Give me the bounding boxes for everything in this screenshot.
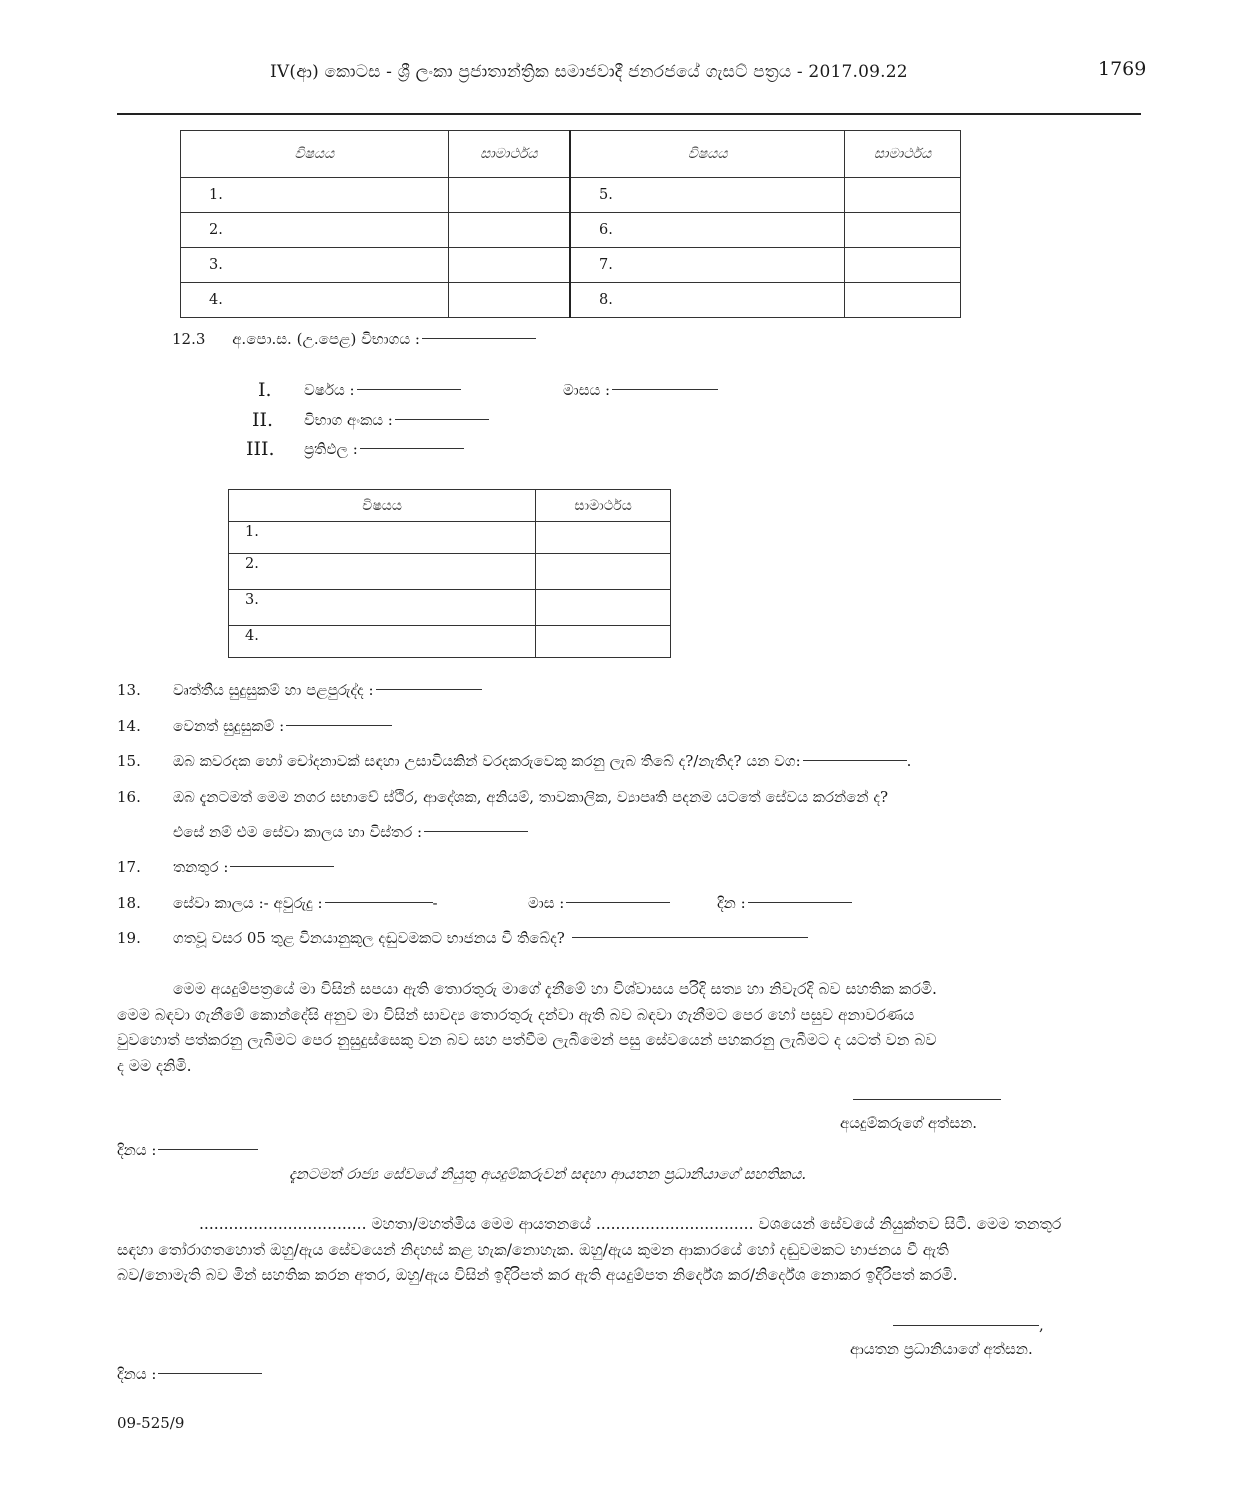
certificate-line: සඳහා තෝරාගතහොත් ඔහු/ඇය සේවයෙන් නිදහස් කළ හැක/නොහැක. ඔහු/ඇය කුමන ආකාරයේ හෝ දඬුවමකට භාජනය වී ඇති	[117, 1240, 949, 1259]
question-number: 14.	[117, 717, 141, 735]
result-input-line[interactable]	[360, 448, 464, 449]
row-number: 3.	[229, 590, 536, 626]
gazette-header-title: IV(ආ) කොටස - ශ්‍රී ලංකා ප්‍රජාතාන්ත්‍රික සමාජවාදී ජනරජයේ ගැසට් පත්‍රය - 2017.09.22	[270, 62, 908, 82]
results-table-al	[228, 489, 671, 658]
applicant-signature-label: අයදුම්කරුගේ අත්සන.	[840, 1114, 978, 1132]
year-row	[258, 379, 355, 401]
grade-cell[interactable]	[845, 213, 961, 248]
row-number: 3.	[181, 248, 449, 283]
grade-cell[interactable]	[448, 213, 570, 248]
row-number: 6.	[570, 213, 845, 248]
days-label: දින :	[717, 894, 746, 912]
results-table-top	[180, 130, 961, 318]
numeral-i: I.	[258, 379, 272, 401]
numeral-ii: II.	[252, 409, 274, 431]
declaration-line: වුවහොත් පත්කරනු ලැබීමට පෙර නුසුදුස්සෙකු වන බව සහ පත්වීම ලැබීමෙන් පසු සේවයෙන් පහකරනු ලැබීමට ද යටත් වන බව	[117, 1031, 937, 1049]
result-row	[246, 438, 358, 460]
index-input-line[interactable]	[395, 419, 489, 420]
row-number: 8.	[570, 283, 845, 318]
post-input-line[interactable]	[230, 866, 334, 867]
section-12-3	[172, 330, 536, 348]
table-row	[229, 522, 671, 554]
question-text: තනතුර :	[173, 858, 229, 876]
month-row	[563, 381, 718, 399]
table-row	[181, 248, 961, 283]
grade-cell[interactable]	[448, 248, 570, 283]
question-text: ඔබ දැනටමත් මෙම නගර සභාවේ ස්ථිර, ආදේශක, අනියම්, තාවකාලික, ව්‍යාපෘති පදනම යටතේ සේවය කරන්නේ ද?	[173, 788, 889, 806]
question-15	[117, 752, 912, 770]
table-row	[229, 554, 671, 590]
certificate-line: .................................. මහතා/මහත්මිය මෙම ආයතනයේ ................................ වශයෙන් සේවයේ නියුක්තව සිටී. මෙම තනතුර	[199, 1215, 1062, 1233]
years-input-line[interactable]	[325, 902, 433, 903]
question-number: 15.	[117, 752, 141, 770]
table-row	[229, 590, 671, 626]
qualifications-input-line[interactable]	[376, 689, 482, 690]
grade-cell[interactable]	[536, 626, 671, 658]
row-number: 2.	[181, 213, 449, 248]
year-label: වර්ෂය :	[304, 381, 355, 399]
question-17	[117, 858, 229, 876]
question-number: 16.	[117, 788, 141, 806]
page-number: 1769	[1098, 58, 1147, 80]
grade-cell[interactable]	[845, 178, 961, 213]
row-number: 7.	[570, 248, 845, 283]
table-row	[181, 178, 961, 213]
subject-header: විෂයය	[570, 131, 845, 178]
head-signature-label: ආයතන ප්‍රධානියාගේ අත්සන.	[850, 1340, 1033, 1358]
grade-cell[interactable]	[448, 283, 570, 318]
question-18-months	[528, 894, 670, 912]
row-number: 4.	[229, 626, 536, 658]
month-label: මාසය :	[563, 381, 611, 399]
question-text: සේවා කාලය :- අවුරුදු :	[173, 894, 323, 912]
subject-header: විෂයය	[181, 131, 449, 178]
subject-header: විෂයය	[229, 490, 536, 522]
row-number: 4.	[181, 283, 449, 318]
section-label: අ.පො.ස. (උ.පෙළ) විභාගය :	[232, 330, 420, 348]
question-18	[117, 894, 438, 912]
year-input-line[interactable]	[357, 389, 461, 390]
month-input-line[interactable]	[612, 389, 718, 390]
table-row	[181, 213, 961, 248]
row-number: 5.	[570, 178, 845, 213]
question-text: ඔබ කවරදක හෝ චෝදනාවක් සඳහා උසාවියකින් වරදකරුවෙකු කරනු ලැබ තිබේ ද?/නැතිද? යන වග:	[173, 752, 801, 770]
months-input-line[interactable]	[566, 902, 670, 903]
question-number: 19.	[117, 929, 141, 947]
question-13	[117, 681, 374, 699]
al-exam-input-line[interactable]	[422, 338, 536, 339]
footer-code: 09-525/9	[117, 1414, 185, 1432]
certificate-paragraph	[117, 1212, 1141, 1289]
grade-cell[interactable]	[536, 554, 671, 590]
question-19	[117, 929, 570, 947]
question-text: ගතවූ වසර 05 තුළ විනයානුකූල දඬුවමකට භාජනය වී තිබේද?	[173, 929, 570, 947]
question-14	[117, 717, 285, 735]
grade-cell[interactable]	[536, 590, 671, 626]
head-date	[117, 1365, 262, 1383]
table-row	[229, 626, 671, 658]
table-row	[181, 283, 961, 318]
conviction-input-line[interactable]	[803, 760, 907, 761]
applicant-date	[117, 1141, 258, 1159]
question-number: 18.	[117, 894, 141, 912]
table-header-row	[229, 490, 671, 522]
header-rule	[117, 113, 1141, 115]
index-row	[252, 409, 393, 431]
days-input-line[interactable]	[748, 902, 852, 903]
head-signature-line[interactable]	[893, 1325, 1039, 1326]
question-16-details	[173, 823, 528, 841]
question-suffix: .	[906, 752, 912, 770]
declaration-line: මෙම අයදුම්පත්‍රයේ මා විසින් සපයා ඇති තොරතුරු මාගේ දැනීමේ හා විශ්වාසය පරිදි සත්‍ය හා නිවැරදි බව සහතික කරමි.	[173, 980, 937, 998]
certificate-line: බව/නොමැති බව මින් සහතික කරන අතර, ඔහු/ඇය විසින් ඉදිරිපත් කර ඇති අයදුම්පත නිර්දේශ කර/නිර්දේශ නොකර ඉදිරිපත් කරමි.	[117, 1266, 958, 1284]
row-number: 2.	[229, 554, 536, 590]
date-label: දිනය :	[117, 1365, 157, 1383]
table-header-row	[181, 131, 961, 178]
grade-cell[interactable]	[536, 522, 671, 554]
row-number: 1.	[229, 522, 536, 554]
numeral-iii: III.	[246, 438, 275, 460]
grade-header: සාමාර්ථය	[448, 131, 570, 178]
months-label: මාස :	[528, 894, 565, 912]
other-qualifications-input-line[interactable]	[286, 725, 392, 726]
question-text: වෙනත් සුදුසුකම් :	[173, 717, 285, 735]
declaration-line: මෙම බඳවා ගැනීමේ කොන්දේසි අනුව මා විසින් සාවද්‍ය තොරතුරු දන්වා ඇති බව බඳවා ගැනීමට පෙර හෝ පසුව අනාවරණය	[117, 1005, 915, 1024]
declaration-paragraph	[117, 977, 1141, 1079]
disciplinary-input-line[interactable]	[572, 937, 808, 938]
declaration-line: ද මම දනිමි.	[117, 1056, 192, 1075]
question-16	[117, 788, 889, 806]
applicant-signature-line[interactable]	[853, 1099, 1001, 1100]
grade-cell[interactable]	[845, 283, 961, 318]
date-input-line[interactable]	[158, 1373, 262, 1374]
service-details-input-line[interactable]	[424, 831, 528, 832]
question-number: 17.	[117, 858, 141, 876]
section-number: 12.3	[172, 330, 206, 348]
grade-header: සාමාර්ථය	[536, 490, 671, 522]
date-label: දිනය :	[117, 1141, 157, 1159]
row-number: 1.	[181, 178, 449, 213]
question-suffix: -	[432, 894, 438, 912]
index-label: විභාග අංකය :	[304, 411, 393, 429]
date-input-line[interactable]	[158, 1149, 258, 1150]
question-18-days	[717, 894, 852, 912]
signature-comma: ,	[1039, 1316, 1044, 1334]
grade-cell[interactable]	[845, 248, 961, 283]
grade-cell[interactable]	[448, 178, 570, 213]
certificate-title: දැනටමත් රාජ්‍ය සේවයේ නියුතු අයදුම්කරුවන් සඳහා ආයතන ප්‍රධානියාගේ සහතිකය.	[289, 1165, 807, 1183]
grade-header: සාමාර්ථය	[845, 131, 961, 178]
question-number: 13.	[117, 681, 141, 699]
result-label: ප්‍රතිඵල :	[304, 440, 358, 458]
question-text: වෘත්තීය සුදුසුකම් හා පළපුරුද්ද :	[173, 681, 374, 699]
question-text: එසේ නම් එම සේවා කාලය හා විස්තර :	[173, 823, 423, 841]
